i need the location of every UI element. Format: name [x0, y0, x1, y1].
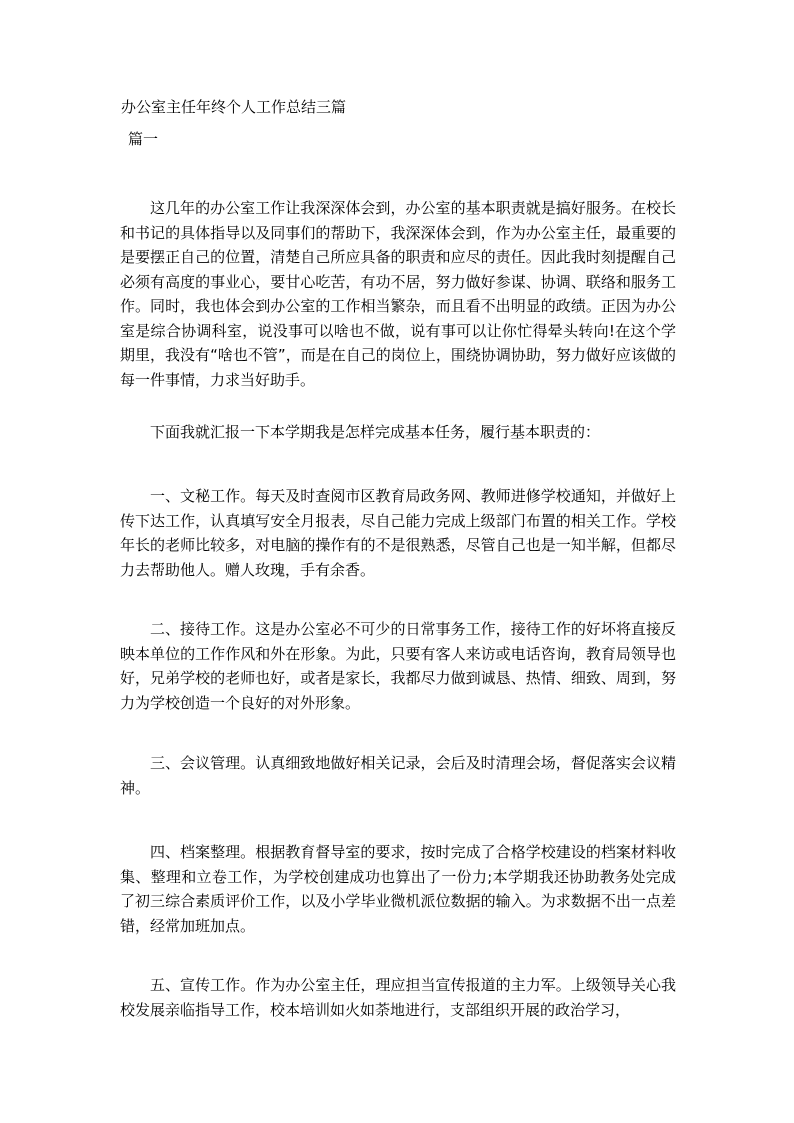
paragraph-secretarial-work: 一、文秘工作。每天及时查阅市区教育局政务网、教师进修学校通知，并做好上传下达工作，认真填写安全月报表，尽自己能力完成上级部门布置的相关工作。学校年长的老师比较多，对电脑的操作有的不是很熟悉，尽管自己也是一知半解，但都尽力去帮助他人。赠人玫瑰，手有余香。: [120, 487, 676, 579]
paragraph-intro: 这几年的办公室工作让我深深体会到，办公室的基本职责就是搞好服务。在校长和书记的具体指导以及同事们的帮助下，我深深体会到，作为办公室主任，最重要的是要摆正自己的位置，清楚自己所应具备的职责和应尽的责任。因此我时刻提醒自己必须有高度的事业心，要甘心吃苦，有功不居，努力做好参谋、协调、联络和服务工作。同时，我也体会到办公室的工作相当繁杂，而且看不出明显的政绩。正因为办公室是综合协调科室，说没事可以啥也不做，说有事可以让你忙得晕头转向!在这个学期里，我没有“啥也不管”，而是在自己的岗位上，围绕协调协助，努力做好应该做的每一件事情，力求当好助手。: [120, 199, 676, 389]
section-title: 篇一: [128, 130, 159, 148]
document-title: 办公室主任年终个人工作总结三篇: [121, 98, 347, 116]
paragraph-archive-management: 四、档案整理。根据教育督导室的要求，按时完成了合格学校建设的档案材料收集、整理和立卷工作，为学校创建成功也算出了一份力;本学期我还协助教务处完成了初三综合素质评价工作，以及小学毕业微机派位数据的输入。为求数据不出一点差错，经常加班加点。: [120, 843, 676, 935]
paragraph-report-lead: 下面我就汇报一下本学期我是怎样完成基本任务，履行基本职责的：: [150, 423, 601, 441]
paragraph-publicity-work: 五、宣传工作。作为办公室主任，理应担当宣传报道的主力军。上级领导关心我校发展亲临指导工作，校本培训如火如荼地进行，支部组织开展的政治学习，: [120, 976, 676, 1019]
paragraph-meeting-management: 三、会议管理。认真细致地做好相关记录，会后及时清理会场，督促落实会议精神。: [120, 754, 676, 797]
paragraph-reception-work: 二、接待工作。这是办公室必不可少的日常事务工作，接待工作的好坏将直接反映本单位的工作作风和外在形象。为此，只要有客人来访或电话咨询，教育局领导也好，兄弟学校的老师也好，或者是家长，我都尽力做到诚恳、热情、细致、周到，努力为学校创造一个良好的对外形象。: [120, 620, 676, 712]
